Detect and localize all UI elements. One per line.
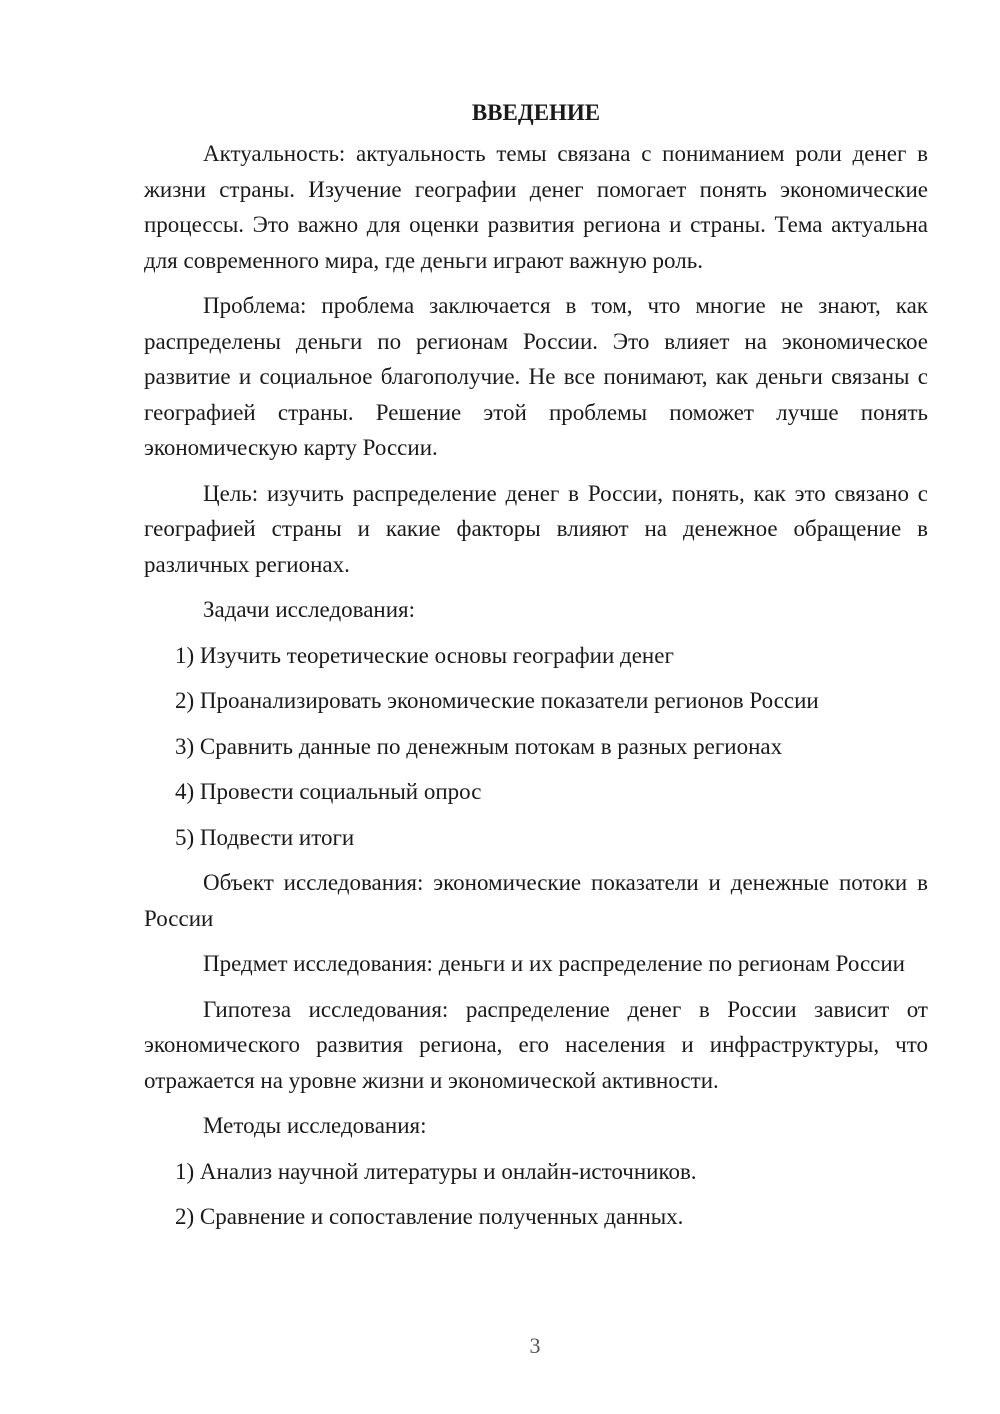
list-item: 1) Изучить теоретические основы географии денег	[175, 642, 674, 668]
object-paragraph: Объект исследования: экономические показатели и денежные потоки в России	[144, 870, 928, 931]
list-item: 4) Провести социальный опрос	[175, 779, 482, 804]
list-item: 5) Подвести итоги	[175, 824, 355, 850]
page-content	[144, 95, 928, 1245]
goal-paragraph: Цель: изучить распределение денег в России, понять, как это связано с географией страны и какие факторы влияют на денежное обращение в различных регионах.	[144, 480, 928, 577]
tasks-heading: Задачи исследования:	[203, 597, 416, 622]
relevance-paragraph: Актуальность: актуальность темы связана с пониманием роли денег в жизни страны. Изучение географии денег помогает понять экономические процессы. Это важно для оценки развития региона и страны. Тема актуальна для современного мира, где деньги играют важную роль.	[144, 141, 928, 273]
methods-heading: Методы исследования:	[203, 1113, 427, 1138]
page-number: 3	[529, 1333, 541, 1358]
list-item: 3) Сравнить данные по денежным потокам в разных регионах	[175, 733, 783, 759]
list-item: 2) Сравнение и сопоставление полученных данных.	[175, 1204, 684, 1229]
tasks-list	[144, 638, 928, 856]
section-title: ВВЕДЕНИЕ	[471, 100, 601, 125]
list-item: 2) Проанализировать экономические показатели регионов России	[175, 688, 819, 713]
problem-paragraph: Проблема: проблема заключается в том, что многие не знают, как распределены деньги по регионам России. Это влияет на экономическое развитие и социальное благополучие. Не все понимают, как деньги связаны с географией страны. Решение этой проблемы поможет лучше понять экономическую карту России.	[144, 293, 928, 460]
subject-paragraph: Предмет исследования: деньги и их распределение по регионам России	[203, 951, 905, 976]
methods-list	[144, 1154, 928, 1235]
list-item: 1) Анализ научной литературы и онлайн-источников.	[175, 1158, 697, 1184]
hypothesis-paragraph: Гипотеза исследования: распределение денег в России зависит от экономического развития региона, его населения и инфраструктуры, что отражается на уровне жизни и экономической активности.	[144, 996, 928, 1093]
